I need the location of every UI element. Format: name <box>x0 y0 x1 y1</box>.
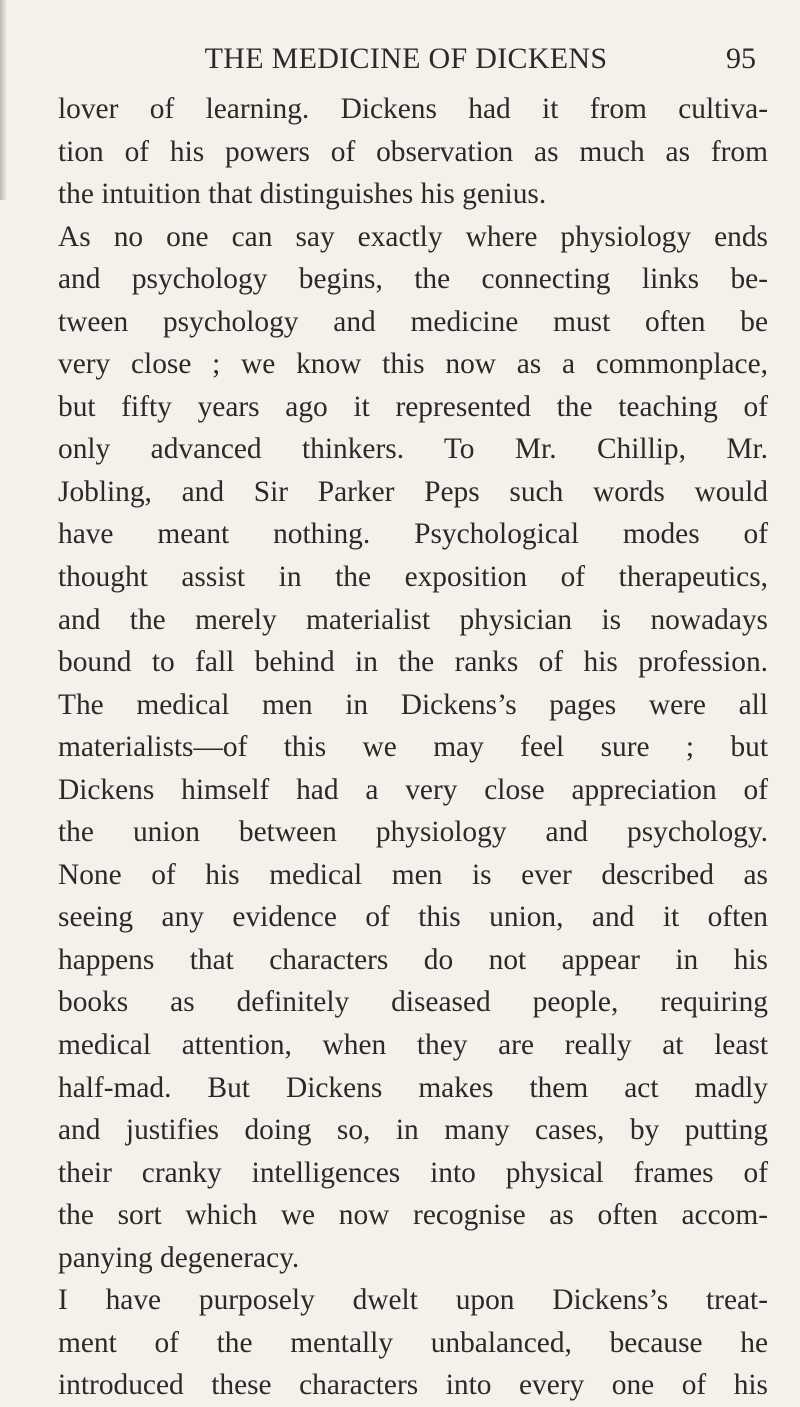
text-line: happens that characters do not appear in his <box>58 943 768 976</box>
text-line: seeing any evidence of this union, and it often <box>58 901 768 934</box>
text-line: Jobling, and Sir Parker Peps such words would <box>58 475 768 508</box>
running-header <box>56 42 756 82</box>
text-line: materialists—of this we may feel sure ; but <box>58 731 768 764</box>
text-line: medical attention, when they are really at least <box>58 1029 768 1062</box>
text-line: their cranky intelligences into physical frames of <box>58 1156 768 1189</box>
text-line: but fifty years ago it represented the teaching of <box>58 390 768 423</box>
text-line: books as definitely diseased people, requiring <box>58 986 768 1019</box>
text-line: I have purposely dwelt upon Dickens’s treat- <box>58 1284 768 1317</box>
body-text <box>58 88 768 1407</box>
text-line: tion of his powers of observation as much as from <box>58 135 768 168</box>
text-line: the union between physiology and psychology. <box>58 816 768 849</box>
text-line: and the merely materialist physician is nowadays <box>58 603 768 636</box>
text-line: introduced these characters into every one of his <box>58 1369 768 1402</box>
text-line: the intuition that distinguishes his genius. <box>58 178 547 211</box>
text-line: only advanced thinkers. To Mr. Chillip, Mr. <box>58 433 768 466</box>
page-spine-edge <box>0 0 7 200</box>
page-number: 95 <box>726 42 756 75</box>
text-line: lover of learning. Dickens had it from cultiva- <box>58 93 768 125</box>
text-line: very close ; we know this now as a commonplace, <box>58 348 768 381</box>
text-line: panying degeneracy. <box>58 1241 300 1274</box>
text-line: half-mad. But Dickens makes them act madly <box>58 1071 768 1104</box>
text-line: The medical men in Dickens’s pages were all <box>58 688 768 721</box>
text-line: ment of the mentally unbalanced, because he <box>58 1326 768 1359</box>
text-line: tween psychology and medicine must often be <box>58 305 768 338</box>
text-line: have meant nothing. Psychological modes of <box>58 518 768 551</box>
text-line: the sort which we now recognise as often accom- <box>58 1199 768 1232</box>
text-line: Dickens himself had a very close appreciation of <box>58 773 768 806</box>
text-line: bound to fall behind in the ranks of his profession. <box>58 646 768 679</box>
text-line: thought assist in the exposition of therapeutics, <box>58 561 768 594</box>
text-line: and justifies doing so, in many cases, by putting <box>58 1114 768 1147</box>
text-line: and psychology begins, the connecting links be- <box>58 263 768 296</box>
running-title: THE MEDICINE OF DICKENS <box>204 42 608 75</box>
text-line: None of his medical men is ever described as <box>58 858 768 891</box>
text-line: As no one can say exactly where physiology ends <box>58 220 768 253</box>
